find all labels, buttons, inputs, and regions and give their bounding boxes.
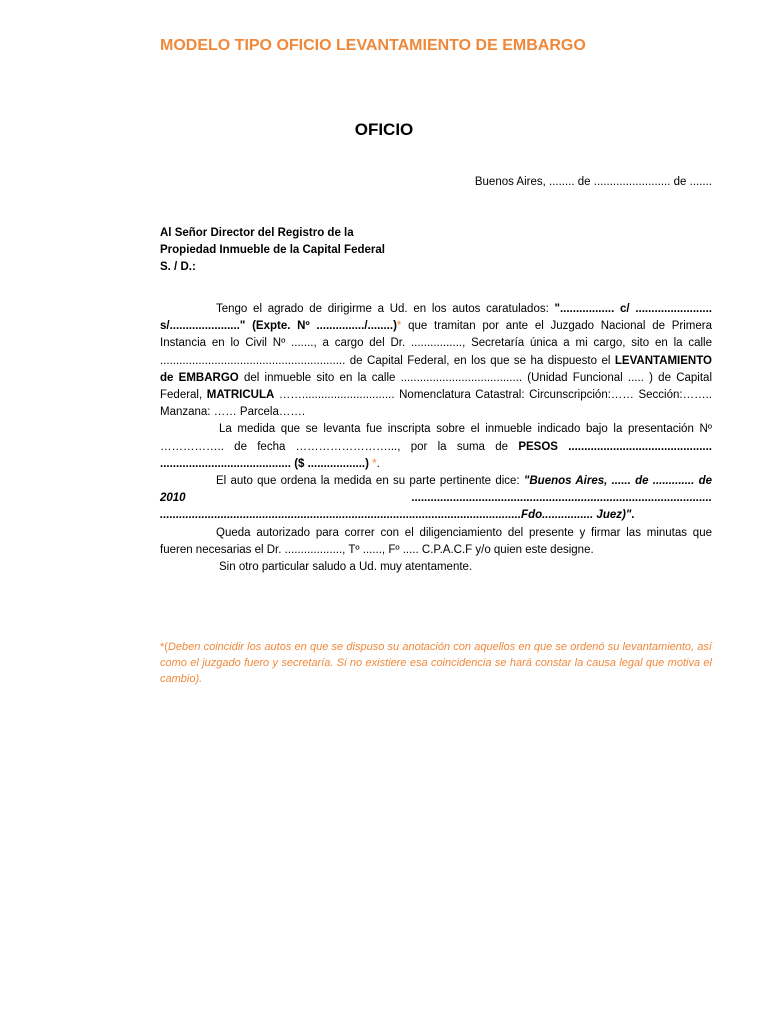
addressee-line: Al Señor Director del Registro de la — [160, 227, 354, 239]
paragraph-text: Tengo el agrado de dirigirme a Ud. en los autos caratulados: — [216, 303, 555, 315]
court-order-quote: "Buenos Aires, ...... de ............. de 2010 .............................................................................................. .................................................................................................................Fdo................ Juez)" — [160, 475, 712, 522]
addressee-line: Propiedad Inmueble de la Capital Federal — [160, 244, 385, 256]
paragraph-text: que tramitan por ante el Juzgado Nacional de Primera Instancia en lo Civil Nº ......., a cargo del Dr. ................, Secretaría única a mi cargo, sito en la calle .......................................................... de Capital Federal, en los que se ha dispuesto el — [160, 320, 712, 367]
paragraph-text: . — [376, 457, 380, 470]
addressee-block — [160, 225, 385, 276]
paragraph-text: del inmueble sito en la calle ...................................... (Unidad Funcional ..... ) de Capital Federal, — [160, 371, 712, 402]
addressee-salutation: S. / D.: — [160, 261, 196, 273]
footnote-text: Deben coincidir los autos en que se dispuso su anotación con aquellos en que se ordenó su levantamiento, así como el juzgado fuero y secretaría. Si no existiere esa coincidencia se hará constar la causa legal que motiva el cambio). — [160, 641, 712, 685]
paragraph-text: . — [631, 509, 635, 522]
matricula-term: MATRICULA — [206, 389, 275, 402]
footnote-marker: * — [396, 320, 402, 333]
paragraph-registration — [160, 421, 712, 473]
paragraph-court-order — [160, 473, 712, 525]
document-title: MODELO TIPO OFICIO LEVANTAMIENTO DE EMBARGO — [160, 37, 586, 54]
footnote — [160, 639, 712, 687]
paragraph-closing: Sin otro particular saludo a Ud. muy atentamente. — [219, 561, 473, 574]
footnote-marker: * — [368, 457, 377, 470]
case-caption: "................. c/ ........................ s/......................" (Expte. Nº .............../........) — [160, 303, 713, 333]
paragraph-case-details — [160, 301, 712, 421]
paragraph-text: El auto que ordena la medida en su parte pertinente dice: — [216, 475, 524, 488]
footnote-marker: *( — [160, 641, 168, 653]
letter-body — [160, 301, 712, 576]
paragraph-text: ……............................. Nomenclatura Catastral: Circunscripción:…… Sección:…….. Manzana: …… Parcela……. — [160, 389, 712, 419]
paragraph-text: La medida que se levanta fue inscripta sobre el inmueble indicado bajo la presentación Nº …………….. de fecha ……………………..., por la suma de — [160, 423, 712, 453]
oficio-heading: OFICIO — [354, 120, 414, 139]
date-line: Buenos Aires, ........ de ........................ de ....... — [474, 176, 712, 188]
amount-text: PESOS ............................................. ......................................... ($ ..................) — [160, 440, 712, 470]
paragraph-authorization: Queda autorizado para correr con el diligenciamiento del presente y firmar las minutas que fueren necesarias el Dr. .................., Tº ......, Fº ..... C.P.A.C.F y/o quien este designe. — [160, 526, 712, 556]
embargo-term: LEVANTAMIENTO de EMBARGO — [160, 354, 712, 384]
